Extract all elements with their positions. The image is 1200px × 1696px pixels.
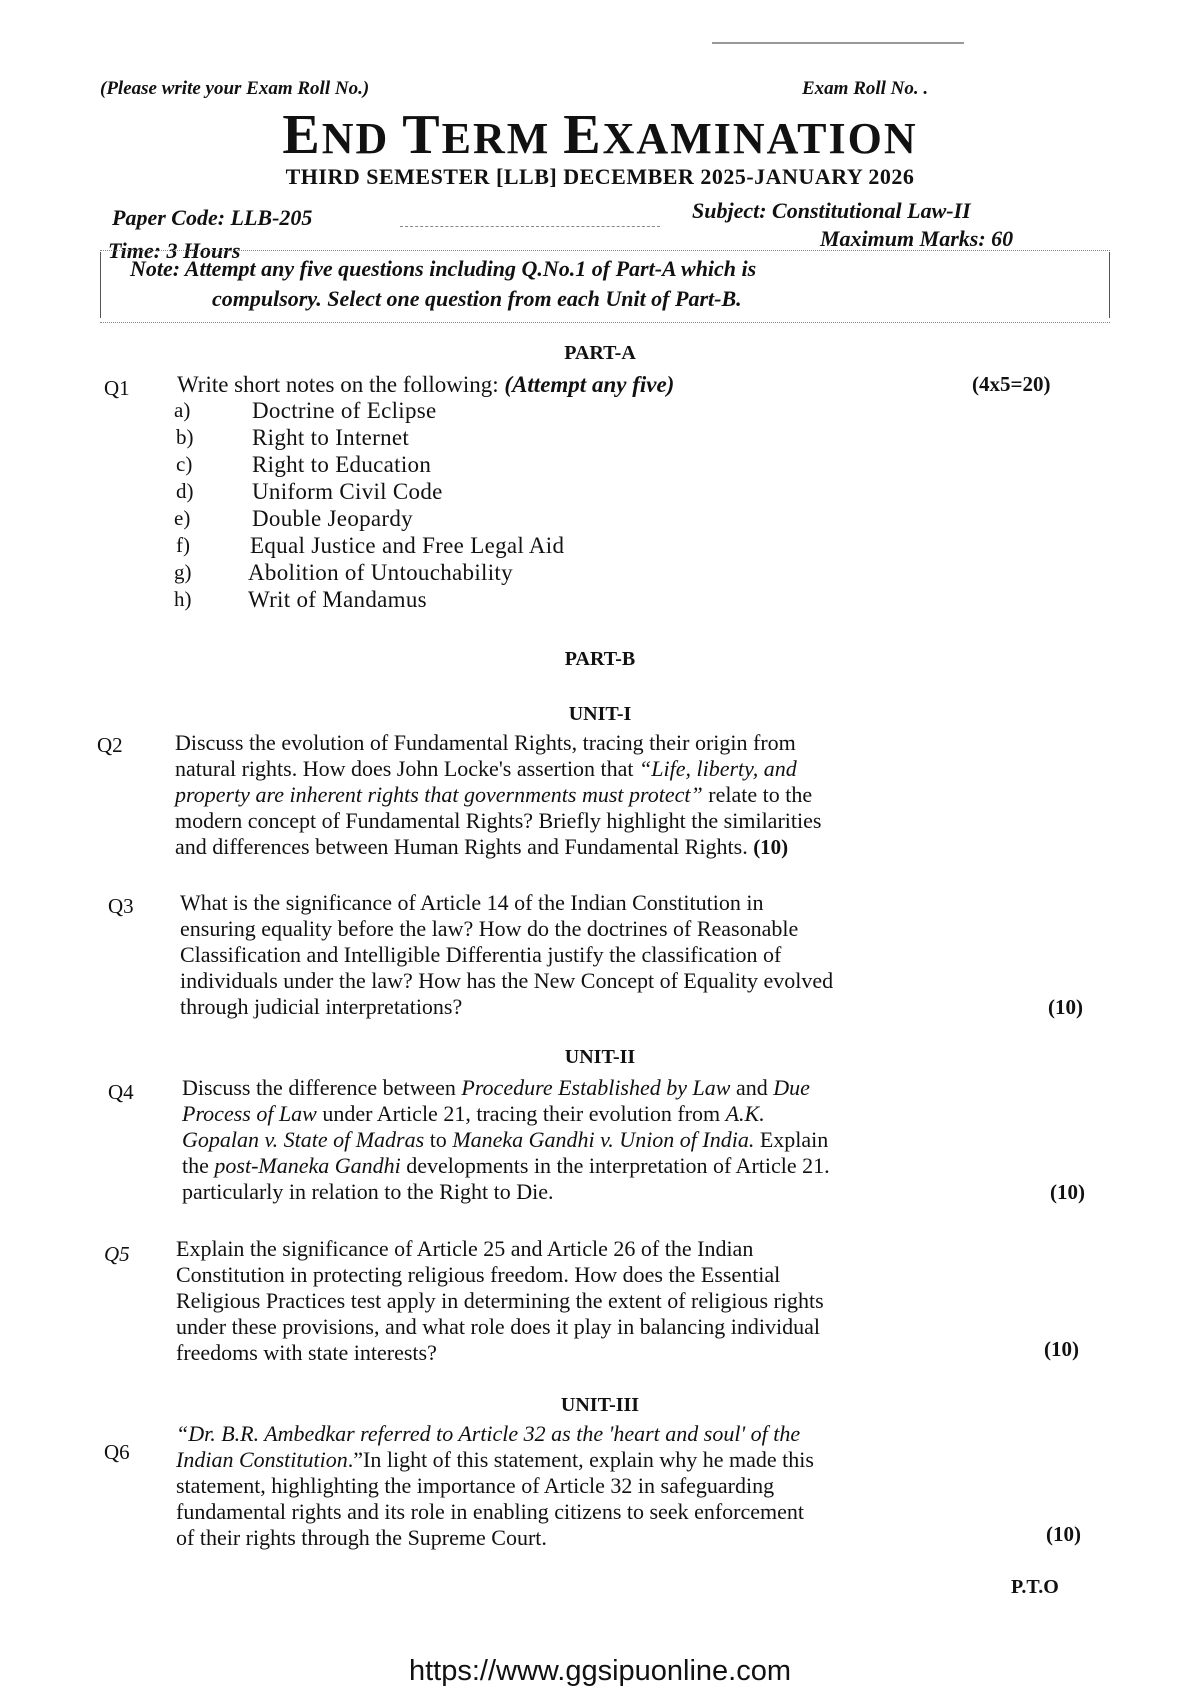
note-line-1: Note: Attempt any five questions including Q.No.1 of Part-A which is [130, 256, 757, 281]
q4-text: Discuss the difference between Procedure Established by Law and Due Process of Law under Article 21, tracing their evolution from A.K. Gopalan v. State of Madras to Maneka Gandhi v. Union of India. Explain the post-Maneka Gandhi developments in the interpretation of Article 21. particularly in relation to the Right to Die. (10) [182, 1075, 1085, 1204]
unit-1-heading: UNIT-I [568, 703, 632, 725]
list-item: g) Abolition of Untouchability [174, 560, 513, 585]
list-item: c) Right to Education [176, 452, 432, 477]
part-b-heading: PART-B [564, 648, 636, 670]
q4-marks: (10) [1050, 1180, 1085, 1204]
part-a-heading: PART-A [564, 342, 636, 364]
note-line-2: compulsory. Select one question from each Unit of Part-B. [212, 286, 742, 311]
unit-3-heading: UNIT-III [560, 1394, 640, 1416]
note-top-border [100, 250, 1110, 251]
q3-number: Q3 [108, 894, 134, 918]
q5-text: Explain the significance of Article 25 and Article 26 of the Indian Constitution in protecting religious freedom. How does the Essential Religious Practices test apply in determining the extent of religious rights under these provisions, and what role does it play in balancing individual freedoms with state interests? (10) [176, 1236, 1079, 1365]
q2-number: Q2 [97, 733, 123, 757]
roll-number-label: Exam Roll No. . [802, 78, 929, 99]
list-item: e) Double Jeopardy [174, 506, 413, 531]
list-item: b) Right to Internet [176, 425, 410, 450]
q2-marks: (10) [753, 835, 789, 859]
list-item: a) Doctrine of Eclipse [174, 398, 437, 423]
scan-mark [712, 42, 964, 44]
footer-website-link[interactable]: https://www.ggsipuonline.com [408, 1655, 792, 1687]
q1-items [174, 398, 774, 614]
list-item: d) Uniform Civil Code [176, 479, 443, 504]
note-bottom-border [100, 322, 1110, 323]
q3-marks: (10) [1048, 995, 1083, 1019]
instructions-note [130, 254, 1090, 314]
header-divider [400, 226, 660, 227]
time-allowed: Time: 3 Hours [108, 238, 241, 263]
paper-code: Paper Code: LLB-205 [112, 205, 313, 230]
q1-text: Write short notes on the following: (Attempt any five) [177, 372, 675, 397]
q2-text: Discuss the evolution of Fundamental Rights, tracing their origin from natural rights. How does John Locke's assertion that “Life, liberty, and property are inherent rights that governments must protect” relate to the modern concept of Fundamental Rights? Briefly highlight the similarities and differences between Human Rights and Fundamental Rights. (10) [175, 730, 822, 859]
q5-number: Q5 [104, 1242, 130, 1266]
semester-line: THIRD SEMESTER [LLB] DECEMBER 2025-JANUARY 2026 [285, 164, 915, 189]
list-item: f) Equal Justice and Free Legal Aid [176, 533, 565, 558]
maximum-marks: Maximum Marks: 60 [820, 226, 1014, 251]
q1-number: Q1 [104, 376, 130, 400]
q5-marks: (10) [1044, 1337, 1079, 1361]
subject: Subject: Constitutional Law-II [692, 198, 971, 223]
q4-number: Q4 [108, 1080, 134, 1104]
q6-marks: (10) [1046, 1522, 1081, 1546]
unit-2-heading: UNIT-II [564, 1046, 636, 1068]
exam-title: END TERM EXAMINATION [282, 104, 918, 166]
list-item: h) Writ of Mandamus [174, 587, 427, 612]
q6-number: Q6 [104, 1440, 130, 1464]
q3-text: What is the significance of Article 14 of the Indian Constitution in ensuring equality before the law? How do the doctrines of Reasonable Classification and Intelligible Differentia justify the classification of individuals under the law? How has the New Concept of Equality evolved through judicial interpretations? (10) [180, 890, 1083, 1019]
please-turn-over: P.T.O [1011, 1576, 1059, 1598]
roll-number-hint: (Please write your Exam Roll No.) [100, 78, 370, 99]
q6-text: “Dr. B.R. Ambedkar referred to Article 32 as the 'heart and soul' of the Indian Constitution.”In light of this statement, explain why he made this statement, highlighting the importance of Article 32 in safeguarding fundamental rights and its role in enabling citizens to seek enforcement of their rights through the Supreme Court. (10) [176, 1421, 1081, 1550]
q1-marks: (4x5=20) [972, 372, 1051, 396]
